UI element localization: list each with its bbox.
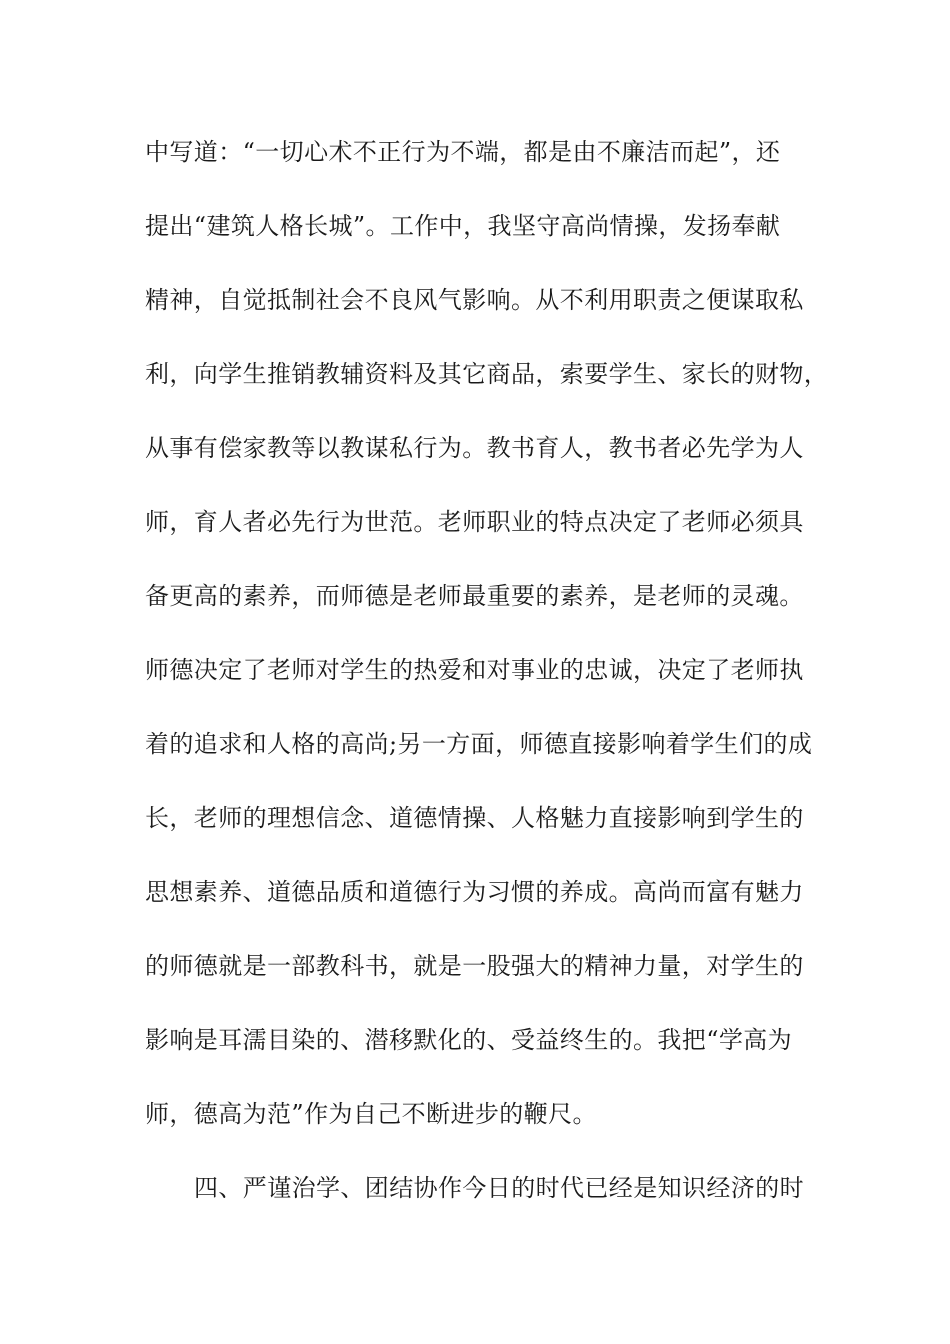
text-line-1: 中写道：“一切心术不正行为不端，都是由不廉洁而起”，还 bbox=[145, 138, 781, 166]
text-line-8: 师德决定了老师对学生的热爱和对事业的忠诚，决定了老师执 bbox=[145, 656, 804, 684]
text-line-15: 四、严谨治学、团结协作今日的时代已经是知识经济的时 bbox=[194, 1174, 804, 1202]
text-line-2: 提出“建筑人格长城”。工作中，我坚守高尚情操，发扬奉献 bbox=[145, 212, 781, 240]
text-line-3: 精神，自觉抵制社会不良风气影响。从不利用职责之便谋取私 bbox=[145, 286, 804, 314]
text-line-4: 利，向学生推销教辅资料及其它商品，索要学生、家长的财物， bbox=[145, 360, 829, 388]
text-line-13: 影响是耳濡目染的、潜移默化的、受益终生的。我把“学高为 bbox=[145, 1026, 793, 1054]
text-line-10: 长，老师的理想信念、道德情操、人格魅力直接影响到学生的 bbox=[145, 804, 804, 832]
text-line-14: 师，德高为范”作为自己不断进步的鞭尺。 bbox=[145, 1100, 597, 1128]
text-line-6: 师，育人者必先行为世范。老师职业的特点决定了老师必须具 bbox=[145, 508, 804, 536]
text-line-11: 思想素养、道德品质和道德行为习惯的养成。高尚而富有魅力 bbox=[145, 878, 804, 906]
text-line-9: 着的追求和人格的高尚;另一方面，师德直接影响着学生们的成 bbox=[145, 730, 813, 758]
text-line-7: 备更高的素养，而师德是老师最重要的素养，是老师的灵魂。 bbox=[145, 582, 804, 610]
text-line-5: 从事有偿家教等以教谋私行为。教书育人，教书者必先学为人 bbox=[145, 434, 804, 462]
text-line-12: 的师德就是一部教科书，就是一股强大的精神力量，对学生的 bbox=[145, 952, 804, 980]
